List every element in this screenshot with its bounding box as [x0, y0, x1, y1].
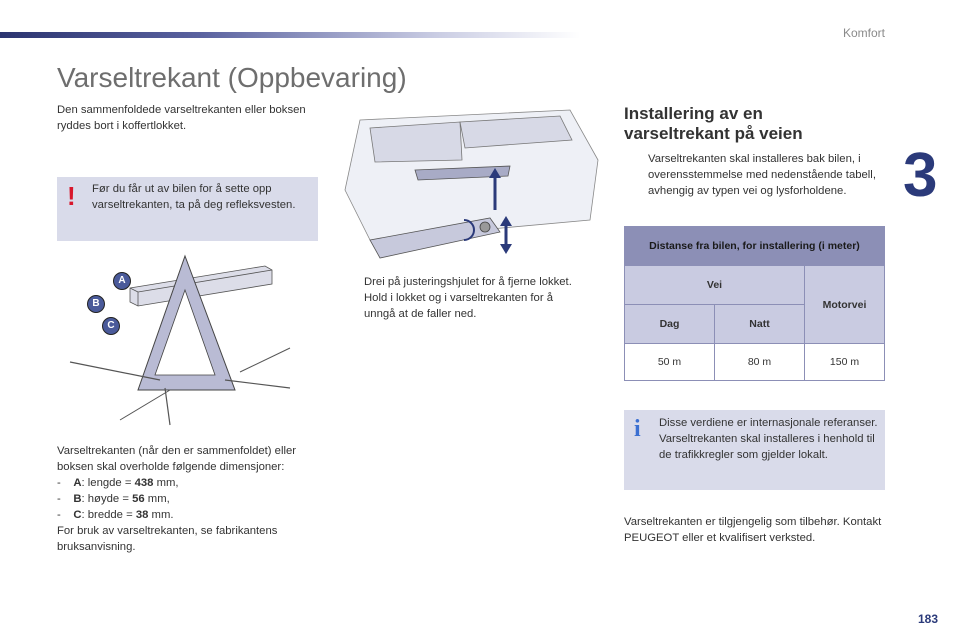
trunk-lid-illustration [340, 100, 602, 268]
label-b: B [87, 295, 105, 313]
page-number: 183 [917, 612, 938, 626]
page-title: Varseltrekant (Oppbevaring) [57, 62, 407, 93]
col-vei: Vei [625, 266, 805, 305]
dimensions-intro: Varseltrekanten (når den er sammenfoldet) eller boksen skal overholde følgende dimensjoner: [57, 445, 297, 473]
col-natt: Natt [715, 305, 805, 344]
warning-icon: ! [67, 181, 76, 211]
intro-text: Den sammenfoldede varseltrekanten eller boksen ryddes bort i koffertlokket. [57, 104, 306, 132]
dimension-item: - B: høyde = 56 mm, [57, 493, 170, 505]
label-a: A [113, 272, 131, 290]
footer-note: Varseltrekanten er tilgjengelig som tilbehør. Kontakt PEUGEOT eller et kvalifisert verksted. [624, 516, 882, 544]
table-caption: Distanse fra bilen, for installering (i meter) [625, 227, 885, 266]
warning-text: Før du får ut av bilen for å sette opp varseltrekanten, ta på deg refleksvesten. [92, 183, 296, 211]
info-text: Disse verdiene er internasjonale referanser. Varseltrekanten skal installeres i henhold til de trafikkregler som gjelder lokalt. [659, 417, 878, 461]
col-motorvei: Motorvei [805, 266, 885, 344]
info-icon: i [634, 416, 641, 442]
dimension-item: - A: lengde = 438 mm, [57, 477, 179, 489]
section-title: Komfort [842, 26, 885, 40]
warning-box [57, 177, 318, 241]
dimension-item: - C: bredde = 38 mm. [57, 509, 174, 521]
distance-table [624, 226, 885, 381]
col-dag: Dag [625, 305, 715, 344]
dimensions-list [57, 475, 319, 555]
cell-natt: 80 m [715, 344, 805, 381]
cell-motorvei: 150 m [805, 344, 885, 381]
step-item: Hold i lokket og i varseltrekanten for å unngå at de faller ned. [364, 292, 554, 320]
warning-triangle-illustration [60, 250, 320, 430]
section-heading: Installering av en varseltrekant på veien [624, 104, 803, 143]
usage-text: For bruk av varseltrekanten, se fabrikantens bruksanvisning. [57, 525, 278, 553]
info-box [624, 410, 885, 490]
cell-dag: 50 m [625, 344, 715, 381]
label-c: C [102, 317, 120, 335]
step-item: Drei på justeringshjulet for å fjerne lokket. [364, 276, 572, 288]
instruction-item: Varseltrekanten skal installeres bak bilen, i overensstemmelse med nedenstående tabell, avhengig av typen vei og lysforholdene. [648, 153, 876, 197]
header-band [0, 32, 580, 38]
chapter-number: 3 [903, 141, 938, 210]
